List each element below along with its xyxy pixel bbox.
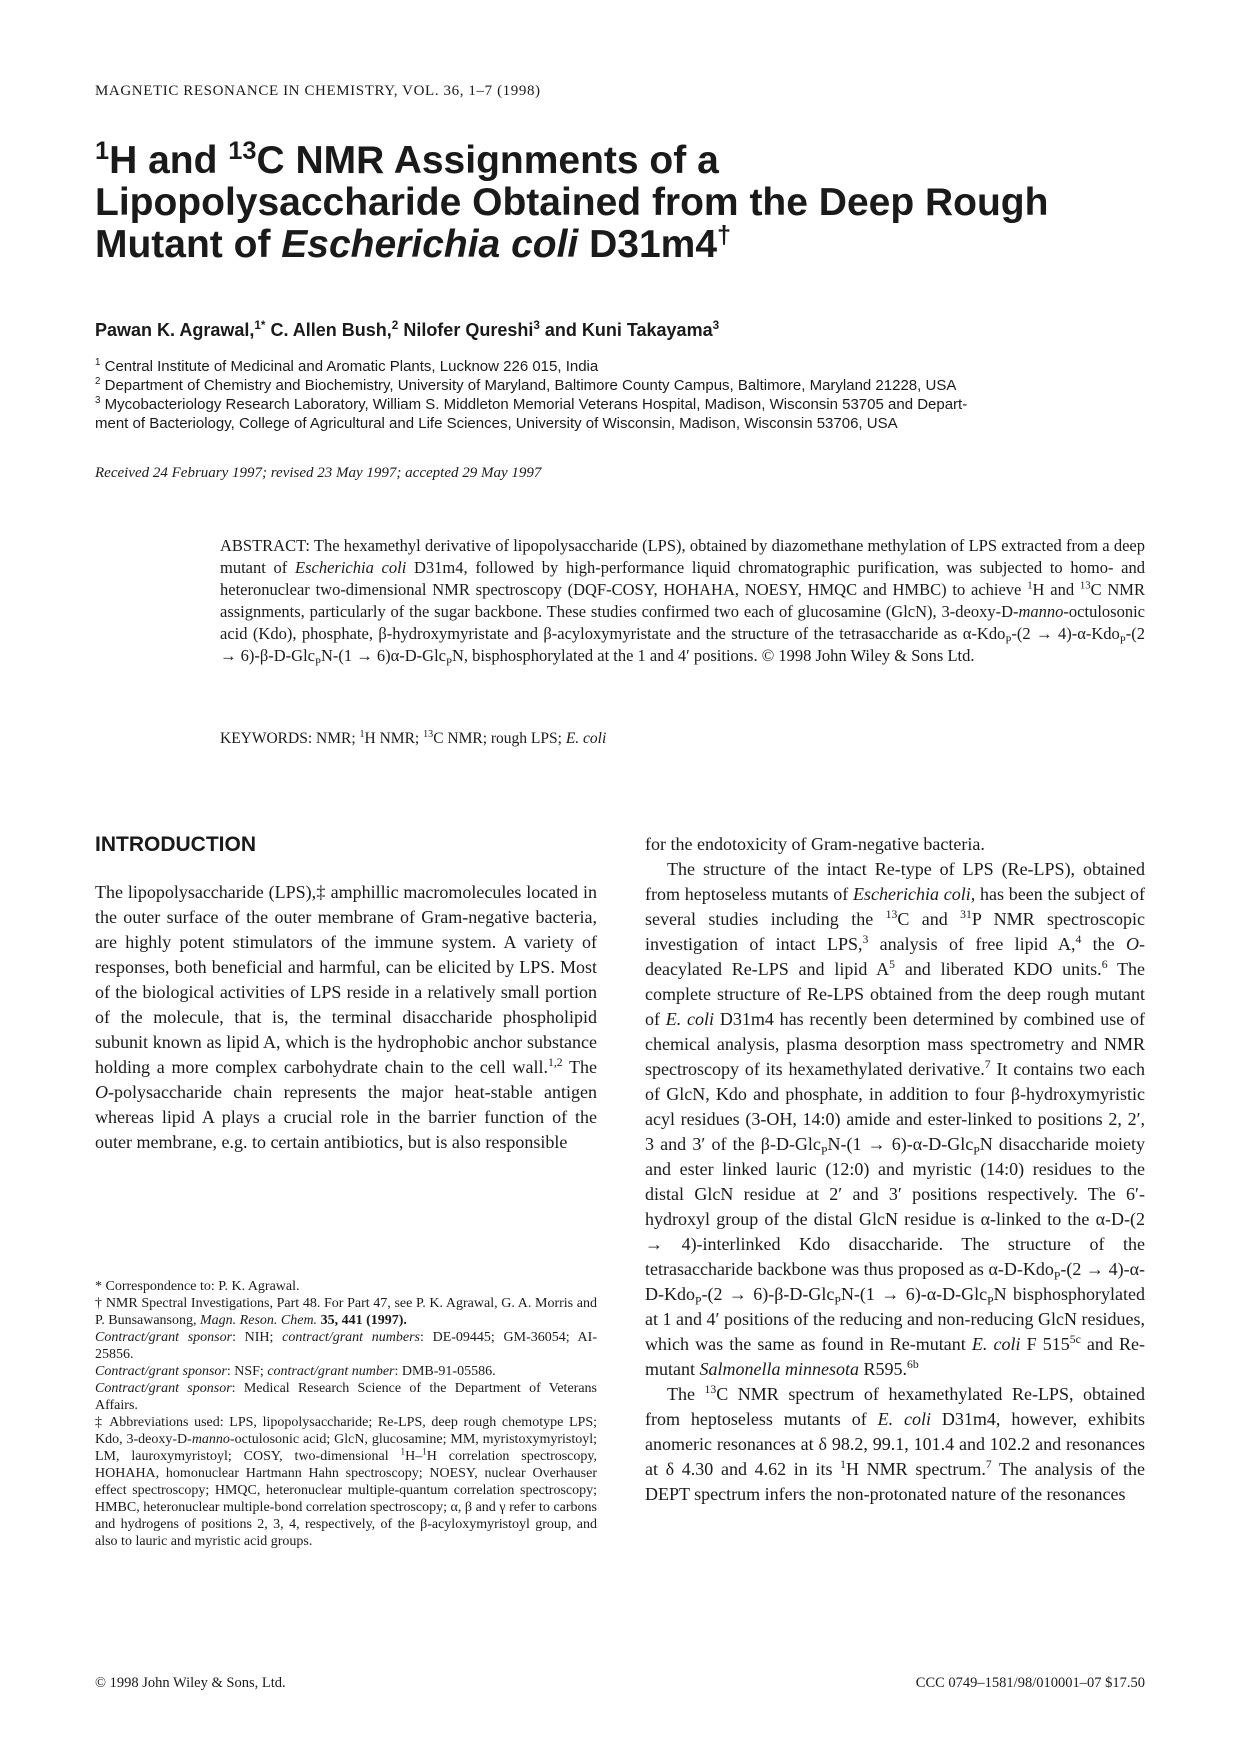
footnote-series: † NMR Spectral Investigations, Part 48. For Part 47, see P. K. Agrawal, G. A. Morris and P. Bunsawansong, Magn. Reson. Chem. 35, 441 (1997).	[95, 1296, 597, 1328]
footer-copyright: © 1998 John Wiley & Sons, Ltd.	[95, 1675, 286, 1691]
keywords: KEYWORDS: NMR; $^1$H NMR; $^{13}$C NMR; rough LPS; E. coli	[220, 728, 607, 747]
footnotes	[95, 1278, 597, 1550]
footnote-correspondence: * Correspondence to: P. K. Agrawal.	[95, 1279, 300, 1294]
affiliation-3: $^3$ Mycobacteriology Research Laboratory, William S. Middleton Memorial Veterans Hospital, Madison, Wisconsin 53705 and Depart- ment of Bacteriology, College of Agricultural and Life Sciences, University of Wisconsin, Madison, Wisconsin 53706, USA	[95, 395, 968, 432]
affiliation-2: $^2$ Department of Chemistry and Biochemistry, University of Maryland, Baltimore County Campus, Baltimore, Maryland 21228, USA	[95, 376, 957, 394]
right-column	[645, 832, 1145, 1507]
footnote-abbreviations: ‡ Abbreviations used: LPS, lipopolysaccharide; Re-LPS, deep rough chemotype LPS; Kdo, 3-deoxy-D-manno-octulosonic acid; GlcN, glucosamine; MM, myristoxymyristoyl; LM, lauroxymyristoyl; COSY, two-dimensional $^1$H–$^1$H correlation spectroscopy, HOHAHA, homonuclear Hartmann Hahn spectroscopy; NOESY, nuclear Overhauser effect spectroscopy; HMQC, heteronuclear multiple-quantum correlation spectroscopy; HMBC, heteronuclear multiple-bond correlation spectroscopy; α, β and γ refer to carbons and hydrogens of positions 2, 3, 4, respectively, of the β-acyloxymyristoyl group, and also to lauric and myristic acid groups.	[95, 1415, 597, 1549]
abstract: ABSTRACT: The hexamethyl derivative of lipopolysaccharide (LPS), obtained by diazomethane methylation of LPS extracted from a deep mutant of Escherichia coli D31m4, followed by high-performance liquid chromatographic purification, was subjected to homo- and heteronuclear two-dimensional NMR spectroscopy (DQF-COSY, HOHAHA, NOESY, HMQC and HMBC) to achieve $^1$H and $^{13}$C NMR assignments, particularly of the sugar backbone. These studies confirmed two each of glucosamine (GlcN), 3-deoxy-D-manno-octulosonic acid (Kdo), phosphate, β-hydroxymyristate and β-acyloxymyristate and the structure of the tetrasaccharide as α-Kdo$_P$-(2 → 4)-α-Kdo$_P$-(2 → 6)-β-D-Glc$_P$N-(1 → 6)α-D-Glc$_P$N, bisphosphorylated at the 1 and 4′ positions. © 1998 John Wiley & Sons Ltd.	[220, 536, 1145, 669]
title-line-3: Mutant of Escherichia coli D31m4†	[95, 221, 732, 266]
affiliations	[95, 357, 1155, 433]
intro-paragraph-1: The lipopolysaccharide (LPS),‡ amphillic macromolecules located in the outer surface of the outer membrane of Gram-negative bacteria, are highly potent stimulators of the immune system. A variety of responses, both beneficial and harmful, can be elicited by LPS. Most of the biological activities of LPS reside in a relatively small portion of the molecule, that is, the terminal disaccharide phospholipid subunit known as lipid A, which is the hydrophobic anchor substance holding a more complex carbohydrate chain to the cell wall.$^{1,2}$ The O-polysaccharide chain represents the major heat-stable antigen whereas lipid A plays a crucial role in the barrier function of the outer membrane, e.g. to certain antibiotics, but is also responsible	[95, 882, 597, 1152]
left-column	[95, 832, 597, 1155]
received-dates: Received 24 February 1997; revised 23 May 1997; accepted 29 May 1997	[95, 465, 542, 481]
author-list: Pawan K. Agrawal,$^{1*}$ C. Allen Bush,$^2$ Nilofer Qureshi$^3$ and Kuni Takayama$^3$	[95, 319, 720, 340]
right-paragraph-1: for the endotoxicity of Gram-negative bacteria.	[645, 834, 985, 854]
footnote-grant-nsf: Contract/grant sponsor: NSF; contract/grant number: DMB-91-05586.	[95, 1364, 496, 1379]
title-line-1: $^1$H and $^{13}$C NMR Assignments of a	[95, 137, 719, 182]
title-line-2: Lipopolysaccharide Obtained from the Deep Rough	[95, 181, 1049, 224]
right-paragraph-3: The $^{13}$C NMR spectrum of hexamethylated Re-LPS, obtained from heptoseless mutants of E. coli D31m4, however, exhibits anomeric resonances at δ 98.2, 99.1, 101.4 and 102.2 and resonances at δ 4.30 and 4.62 in its $^1$H NMR spectrum.$^7$ The analysis of the DEPT spectrum infers the non-protonated nature of the resonances	[645, 1383, 1145, 1504]
footnote-grant-nih: Contract/grant sponsor: NIH; contract/grant numbers: DE-09445; GM-36054; AI-25856.	[95, 1330, 597, 1362]
paper-title	[95, 137, 1155, 266]
footer-ccc-code: CCC 0749–1581/98/010001–07 $17.50	[915, 1675, 1145, 1691]
right-paragraph-2: The structure of the intact Re-type of LPS (Re-LPS), obtained from heptoseless mutants of Escherichia coli, has been the subject of several studies including the $^{13}$C and $^{31}$P NMR spectroscopic investigation of intact LPS,$^3$ analysis of free lipid A,$^4$ the O-deacylated Re-LPS and lipid $A^5$ and liberated KDO units.$^6$ The complete structure of Re-LPS obtained from the deep rough mutant of E. coli D31m4 has recently been determined by combined use of chemical analysis, plasma desorption mass spectrometry and NMR spectroscopy of its hexamethylated derivative.$^7$ It contains two each of GlcN, Kdo and phosphate, in addition to four β-hydroxymyristic acyl residues (3-OH, 14:0) amide and ester-linked to positions 2, 2′, 3 and 3′ of the β-D-Glc$_P$N-(1 → 6)-α-D-Glc$_P$N disaccharide moiety and ester linked lauric (12:0) and myristic (14:0) residues to the distal GlcN residue at 2′ and 3′ positions respectively. The 6′-hydroxyl group of the distal GlcN residue is α-linked to the α-D-(2 → 4)-interlinked Kdo disaccharide. The structure of the tetrasaccharide backbone was thus proposed as α-D-Kdo$_P$-(2 → 4)-α-D-Kdo$_P$-(2 → 6)-β-D-Glc$_P$N-(1 → 6)-α-D-Glc$_P$N bisphosphorylated at 1 and 4′ positions of the reducing and non-reducing GlcN residues, which was the same as found in Re-mutant E. coli F $515^{5c}$ and Re-mutant Salmonella minnesota R595.$^{6b}$	[645, 859, 1145, 1379]
section-heading-introduction: INTRODUCTION	[95, 833, 256, 856]
footnote-grant-va: Contract/grant sponsor: Medical Research Science of the Department of Veterans Affairs.	[95, 1381, 597, 1413]
journal-header: MAGNETIC RESONANCE IN CHEMISTRY, VOL. 36, 1–7 (1998)	[95, 83, 541, 99]
affiliation-1: $^1$ Central Institute of Medicinal and Aromatic Plants, Lucknow 226 015, India	[95, 357, 599, 375]
